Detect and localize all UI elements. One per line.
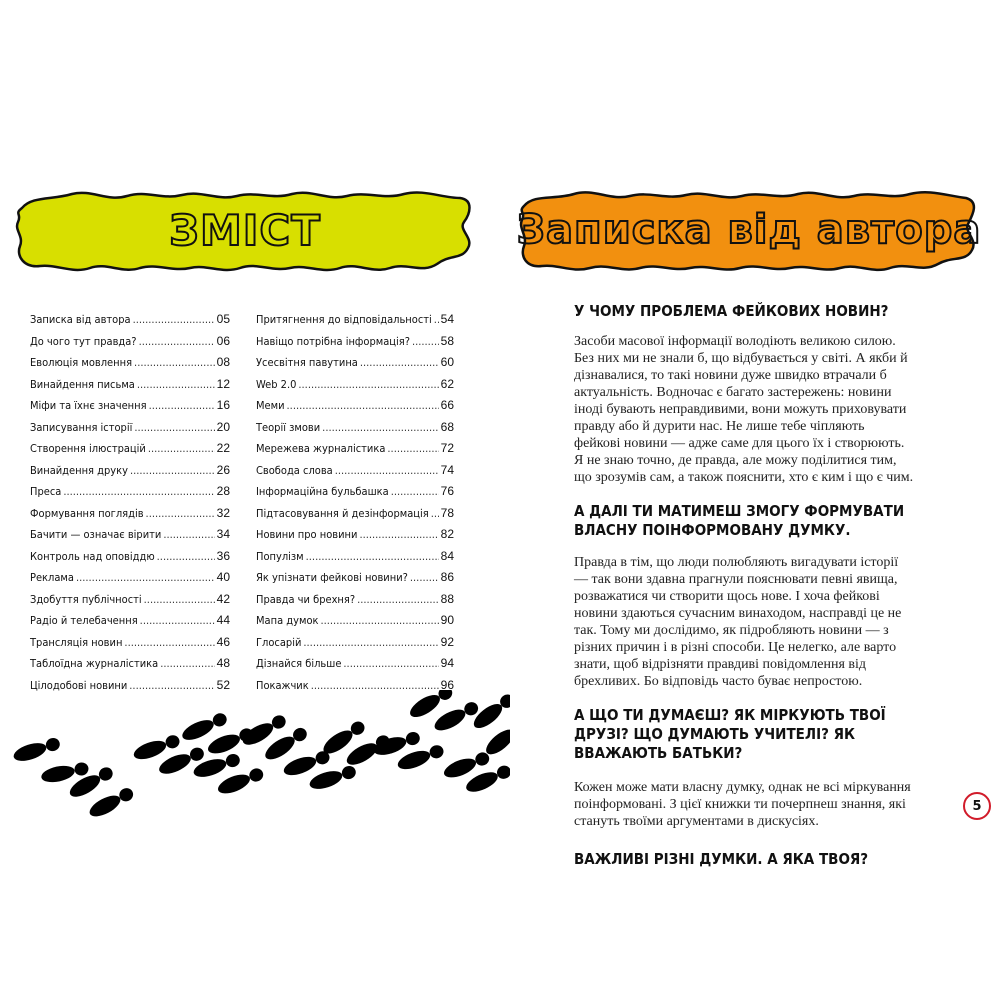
toc-leader-dots	[140, 614, 215, 627]
toc-entry-page: 20	[216, 419, 230, 434]
toc-entry[interactable]	[256, 312, 454, 334]
toc-entry[interactable]	[256, 398, 454, 420]
toc-entry-title: Притягнення до відповідальності	[256, 313, 432, 326]
toc-entry-page: 60	[440, 355, 454, 369]
toc-leader-dots	[137, 378, 215, 391]
toc-entry-title: Web 2.0	[256, 377, 297, 391]
toc-leader-dots	[303, 636, 438, 649]
toc-leader-dots	[306, 550, 439, 563]
heading-form-opinion: А ДАЛІ ТИ МАТИМЕШ ЗМОГУ ФОРМУВАТИ ВЛАСНУ ПОІНФОРМОВАНУ ДУМКУ.	[574, 502, 905, 539]
toc-entry-title: Міфи та їхнє значення	[30, 399, 147, 412]
toc-entry-title: Формування поглядів	[30, 506, 144, 520]
toc-entry-page: 54	[440, 312, 454, 326]
toc-leader-dots	[434, 313, 439, 326]
toc-entry-title: Правда чи брехня?	[256, 592, 356, 606]
toc-entry[interactable]	[256, 506, 454, 528]
toc-entry[interactable]	[30, 355, 230, 377]
toc-entry-title: Контроль над оповіддю	[30, 549, 155, 563]
toc-entry[interactable]	[256, 527, 454, 549]
toc-entry[interactable]	[30, 441, 230, 463]
toc-entry-title: Покажчик	[256, 678, 309, 692]
contents-title: ЗМІСТ	[169, 205, 321, 255]
toc-entry-page: 82	[440, 527, 454, 541]
toc-entry-title: Винайдення письма	[30, 377, 135, 391]
toc-entry-page: 48	[216, 656, 230, 670]
toc-entry-page: 26	[216, 462, 230, 477]
toc-entry-title: Створення ілюстрацій	[30, 442, 146, 455]
toc-entry-title: Записування історії	[30, 420, 133, 434]
toc-leader-dots	[149, 399, 215, 412]
toc-entry-page: 34	[216, 527, 230, 541]
toc-entry-title: Здобуття публічності	[30, 592, 142, 606]
toc-entry-title: Записка від автора	[30, 313, 131, 326]
toc-leader-dots	[322, 421, 438, 434]
toc-entry-page: 74	[440, 462, 454, 477]
toc-leader-dots	[320, 614, 438, 627]
toc-entry-title: Свобода слова	[256, 463, 333, 477]
toc-entry-page: 40	[216, 570, 230, 584]
paragraph-3: Кожен може мати власну думку, однак не всі міркування поінформовані. З цієї книжки ти почерпнеш знання, які стануть твоїми аргументами в дискусіях.	[574, 780, 911, 829]
footprints-illustration	[0, 690, 510, 830]
toc-entry[interactable]	[256, 635, 454, 657]
heading-opinions-matter: ВАЖЛИВІ РІЗНІ ДУМКИ. А ЯКА ТВОЯ?	[574, 850, 869, 868]
toc-entry-title: Бачити — означає вірити	[30, 528, 162, 541]
toc-leader-dots	[357, 593, 439, 606]
toc-entry-page: 28	[216, 484, 230, 498]
toc-entry-page: 96	[440, 677, 454, 692]
toc-leader-dots	[335, 464, 439, 477]
toc-entry-title: Меми	[256, 399, 285, 412]
toc-entry-title: Усесвітня павутина	[256, 356, 358, 369]
toc-left-column	[30, 312, 230, 699]
toc-entry[interactable]	[30, 570, 230, 592]
toc-entry[interactable]	[30, 312, 230, 334]
toc-entry-title: Таблоїдна журналістика	[30, 657, 159, 670]
toc-entry[interactable]	[30, 398, 230, 420]
toc-entry-page: 05	[216, 312, 230, 326]
toc-entry-title: Підтасовування й дезінформація	[256, 506, 429, 520]
footprint-icon	[86, 785, 135, 821]
toc-entry-title: Реклама	[30, 571, 74, 584]
toc-entry-page: 76	[440, 484, 454, 498]
toc-leader-dots	[134, 421, 214, 434]
toc-entry[interactable]	[256, 592, 454, 614]
page-number: 5	[963, 792, 991, 820]
paragraph-1: Засоби масової інформації володіють великою силою. Без них ми не знали б, що відбувається у світі. А якби й дізнавалися, то такі новини дуже швидко втрачали б актуальність. Водночас є багато застережень: новини іноді бувають неправдивими, вони можуть приховувати правду або й дурити нас. Не лише тебе чіпляють фейкові новини — адже саме для цього їх і створюють. Я не знаю точно, де правда, але можу поділитися тим, що зрозумів сам, а також пояснити, хто є ким і що є чим.	[574, 334, 914, 485]
author-note-text	[574, 302, 914, 869]
toc-entry[interactable]	[256, 441, 454, 463]
toc-entry-title: Еволюція мовлення	[30, 356, 133, 369]
toc-leader-dots	[360, 356, 439, 369]
toc-entry-title: Інформаційна бульбашка	[256, 485, 389, 498]
footprint-icon	[308, 763, 358, 792]
footprint-icon	[431, 699, 480, 735]
toc-entry-title: Мапа думок	[256, 614, 319, 627]
toc-entry-page: 06	[216, 333, 230, 348]
heading-fake-news-problem: У ЧОМУ ПРОБЛЕМА ФЕЙКОВИХ НОВИН?	[574, 302, 889, 320]
toc-entry[interactable]	[256, 463, 454, 485]
toc-leader-dots	[287, 399, 439, 412]
toc-leader-dots	[160, 657, 214, 670]
toc-entry[interactable]	[30, 592, 230, 614]
toc-entry-page: 94	[440, 656, 454, 670]
toc-entry-page: 86	[440, 570, 454, 584]
toc-entry-page: 12	[216, 376, 230, 391]
toc-entry[interactable]	[256, 484, 454, 506]
toc-entry[interactable]	[256, 420, 454, 442]
toc-entry[interactable]	[30, 635, 230, 657]
toc-entry-title: Цілодобові новини	[30, 678, 128, 692]
toc-leader-dots	[139, 335, 215, 348]
author-note-title: Записка від автора	[516, 207, 982, 253]
toc-leader-dots	[133, 313, 215, 326]
toc-entry-page: 78	[440, 505, 454, 520]
toc-entry-page: 22	[216, 441, 230, 455]
toc-entry[interactable]	[256, 656, 454, 678]
heading-questions: А ЩО ТИ ДУМАЄШ? ЯК МІРКУЮТЬ ТВОЇ ДРУЗІ? ЩО ДУМАЮТЬ УЧИТЕЛІ? ЯК ВВАЖАЮТЬ БАТЬКИ?	[574, 706, 886, 762]
toc-entry-page: 36	[216, 548, 230, 563]
toc-entry-page: 72	[440, 441, 454, 455]
toc-entry-page: 42	[216, 591, 230, 606]
toc-leader-dots	[157, 550, 215, 563]
toc-entry[interactable]	[30, 484, 230, 506]
toc-entry-page: 16	[216, 398, 230, 412]
toc-entry[interactable]	[256, 355, 454, 377]
toc-entry-title: Преса	[30, 485, 62, 498]
toc-entry-title: Новини про новини	[256, 528, 358, 541]
toc-entry[interactable]	[256, 377, 454, 399]
author-note-banner	[516, 186, 982, 274]
toc-entry-page: 68	[440, 419, 454, 434]
toc-entry-page: 88	[440, 591, 454, 606]
toc-entry[interactable]	[30, 334, 230, 356]
toc-leader-dots	[343, 657, 438, 670]
toc-entry-page: 92	[440, 634, 454, 649]
footprint-icon	[12, 735, 62, 764]
toc-entry-title: До чого тут правда?	[30, 334, 137, 348]
toc-entry-page: 44	[216, 613, 230, 627]
toc-entry[interactable]	[30, 463, 230, 485]
toc-entry-page: 08	[216, 355, 230, 369]
toc-entry-page: 90	[440, 613, 454, 627]
toc-entry[interactable]	[30, 613, 230, 635]
toc-entry-title: Теорії змови	[256, 420, 321, 434]
toc-entry[interactable]	[30, 506, 230, 528]
contents-banner	[12, 186, 478, 274]
toc-entry[interactable]	[30, 656, 230, 678]
toc-entry-page: 62	[440, 376, 454, 391]
toc-entry-title: Глосарій	[256, 635, 302, 649]
toc-leader-dots	[124, 636, 214, 649]
toc-entry-title: Винайдення друку	[30, 463, 128, 477]
toc-entry-title: Мережева журналістика	[256, 442, 386, 455]
toc-leader-dots	[410, 571, 439, 584]
toc-entry-page: 58	[440, 333, 454, 348]
toc-leader-dots	[76, 571, 215, 584]
toc-entry-title: Радіо й телебачення	[30, 614, 138, 627]
toc-leader-dots	[148, 442, 215, 455]
toc-right-column	[256, 312, 454, 699]
toc-entry[interactable]	[30, 527, 230, 549]
toc-entry-title: Дізнайся більше	[256, 657, 342, 670]
toc-entry-page: 52	[216, 677, 230, 692]
toc-entry-title: Популізм	[256, 549, 304, 563]
toc-leader-dots	[163, 528, 214, 541]
toc-leader-dots	[144, 593, 215, 606]
toc-leader-dots	[146, 507, 215, 520]
toc-entry[interactable]	[30, 377, 230, 399]
toc-leader-dots	[359, 528, 438, 541]
toc-entry-page: 32	[216, 505, 230, 520]
toc-entry[interactable]	[30, 549, 230, 571]
toc-leader-dots	[387, 442, 438, 455]
toc-entry-page: 84	[440, 548, 454, 563]
toc-leader-dots	[431, 507, 439, 520]
toc-entry[interactable]	[30, 420, 230, 442]
toc-entry-title: Як упізнати фейкові новини?	[256, 571, 408, 584]
toc-entry-title: Трансляція новин	[30, 635, 123, 649]
footprint-icon	[215, 765, 265, 797]
toc-entry-page: 66	[440, 398, 454, 412]
toc-entry[interactable]	[256, 570, 454, 592]
toc-entry-title: Навіщо потрібна інформація?	[256, 334, 410, 348]
toc-entry[interactable]	[256, 613, 454, 635]
toc-entry-page: 46	[216, 634, 230, 649]
toc-leader-dots	[63, 485, 214, 498]
paragraph-2: Правда в тім, що люди полюбляють вигадувати історії — так вони здавна прагнули пояснювати певні явища, розважатися чи створити щось нове. І хоча фейкові новини здаються сучасним винаходом, насправді це не так. Тому ми дослідимо, як підробляють новини — з різних причин і в різні способи. Це нелегко, але варто знати, щоб відрізняти правдиві повідомлення від брехливих. Бо відповідь часто буває непростою.	[574, 555, 902, 689]
toc-leader-dots	[134, 356, 215, 369]
toc-leader-dots	[412, 335, 439, 348]
toc-leader-dots	[391, 485, 439, 498]
toc-leader-dots	[298, 378, 438, 391]
toc-entry[interactable]	[256, 549, 454, 571]
toc-entry[interactable]	[256, 334, 454, 356]
toc-leader-dots	[130, 464, 215, 477]
